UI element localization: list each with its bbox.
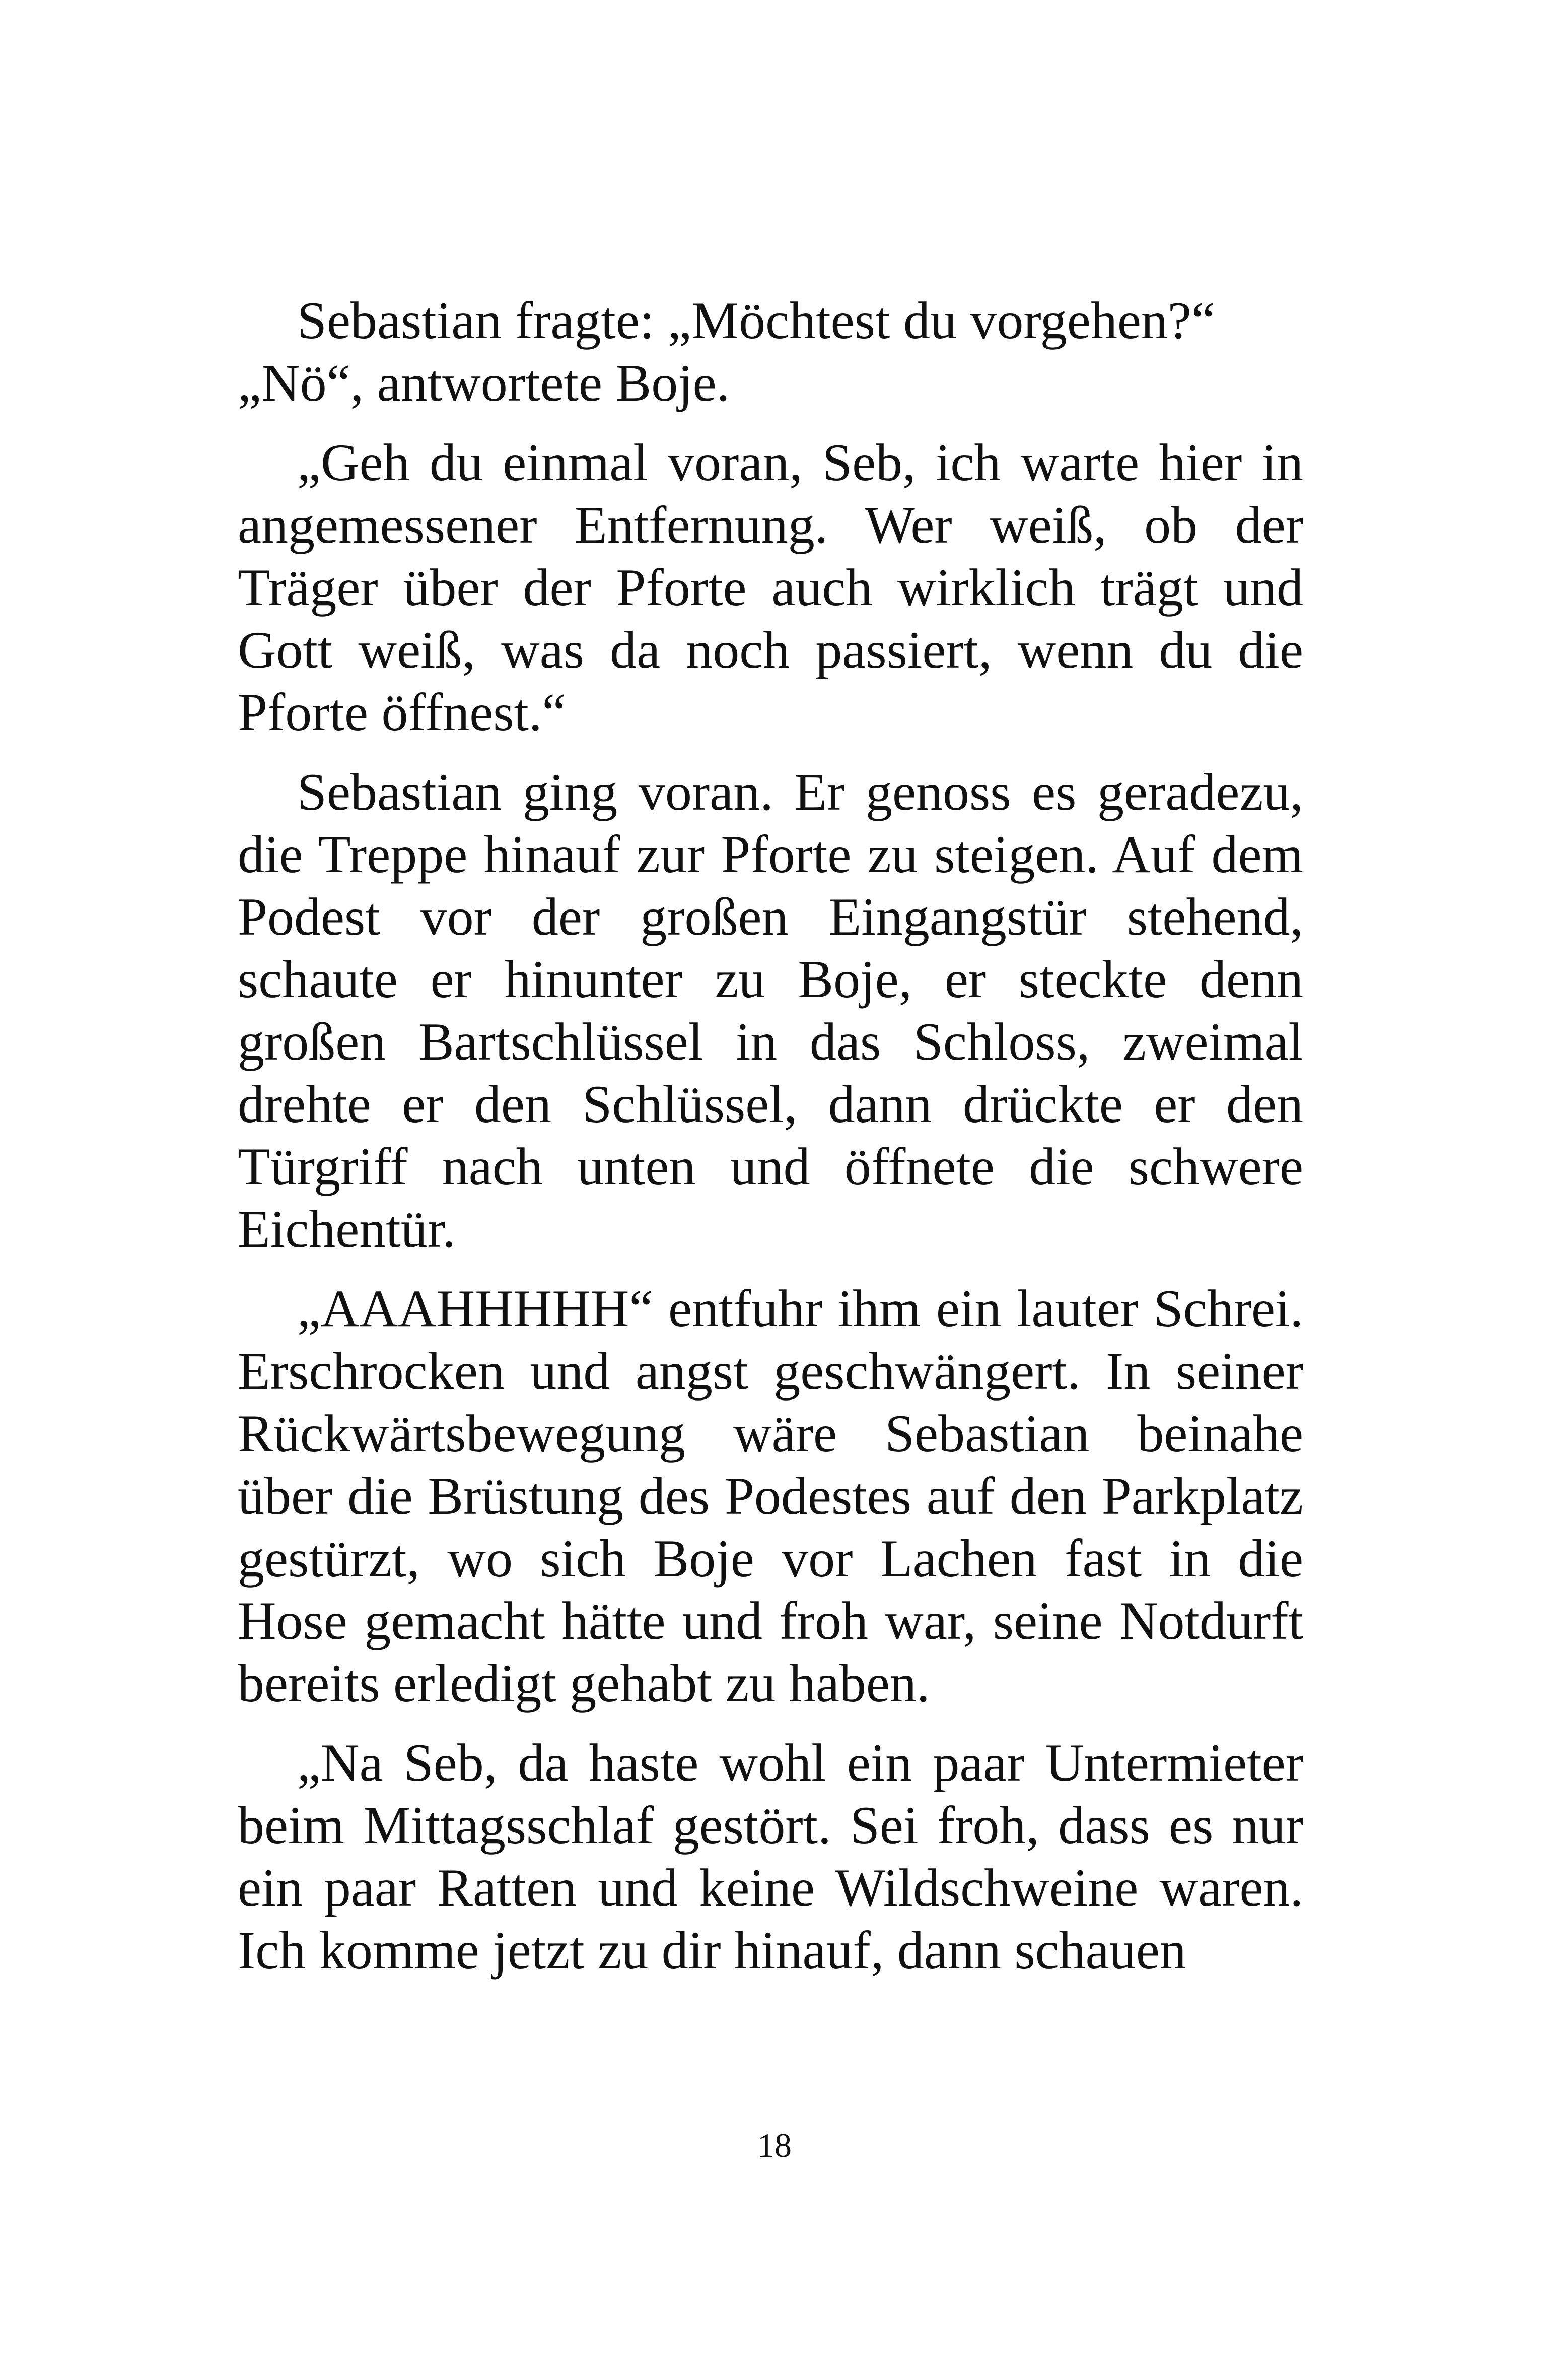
paragraph-1-line-1: Sebastian fragte: „Möchtest du vorgehen?“	[297, 291, 1215, 350]
paragraph-1-line-2: „Nö“, antwortete Boje.	[238, 354, 730, 412]
paragraph-5: „Na Seb, da haste wohl ein paar Untermieter beim Mittagsschlaf gestört. Sei froh, dass es nur ein paar Ratten und keine Wildschweine waren. Ich komme jetzt zu dir hinauf, dann schauen	[238, 1733, 1303, 1980]
paragraph-1	[238, 290, 1303, 414]
page-number: 18	[757, 2126, 792, 2164]
body-text	[238, 290, 1303, 1982]
paragraph-4: „AAAHHHHH“ entfuhr ihm ein lauter Schrei. Erschrocken und angst geschwängert. In seiner Rückwärtsbewegung wäre Sebastian beinahe über die Brüstung des Podestes auf den Parkplatz gestürzt, wo sich Boje vor Lachen fast in die Hose gemacht hätte und froh war, seine Notdurft bereits erledigt gehabt zu haben.	[238, 1279, 1303, 1713]
paragraph-3: Sebastian ging voran. Er genoss es geradezu, die Treppe hinauf zur Pforte zu steigen. Auf dem Podest vor der großen Eingangstür stehend, schaute er hinunter zu Boje, er steckte denn großen Bartschlüssel in das Schloss, zweimal drehte er den Schlüssel, dann drückte er den Türgriff nach unten und öffnete die schwere Eichentür.	[238, 762, 1303, 1258]
paragraph-2: „Geh du einmal voran, Seb, ich warte hier in angemessener Entfernung. Wer weiß, ob der Träger über der Pforte auch wirklich trägt und Gott weiß, was da noch passiert, wenn du die Pforte öffnest.“	[238, 433, 1303, 742]
